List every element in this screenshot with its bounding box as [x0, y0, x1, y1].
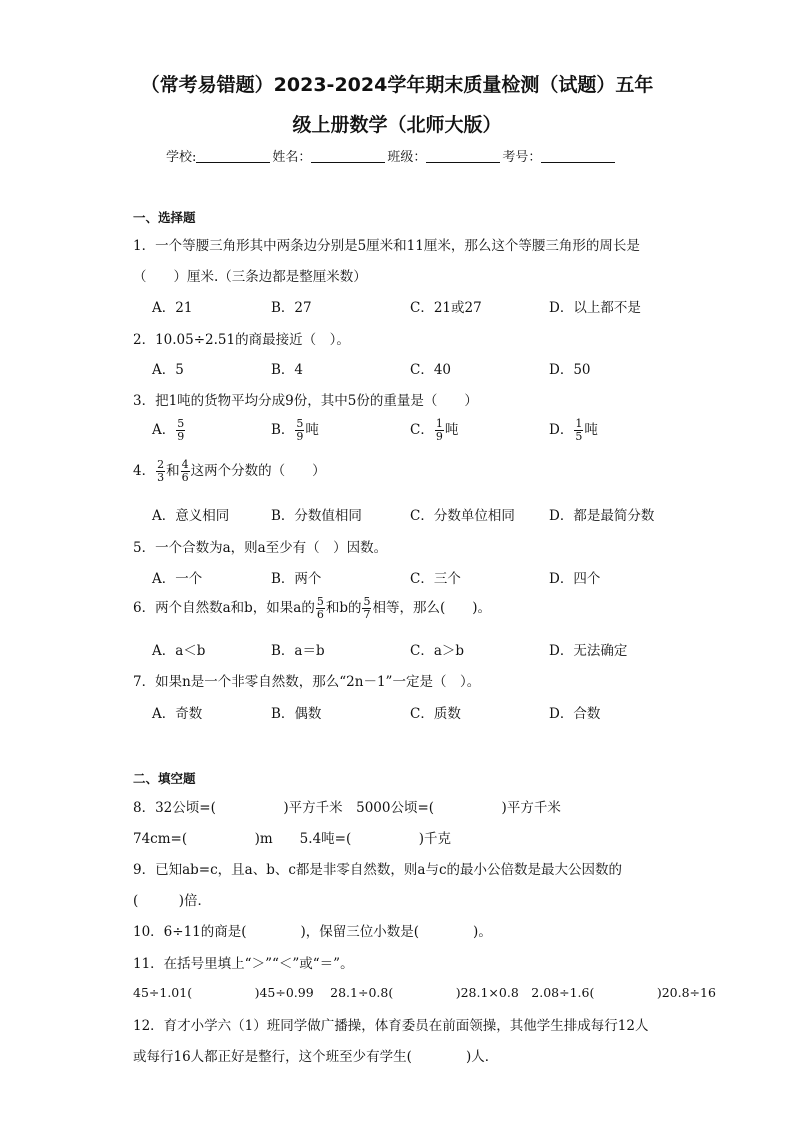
section-title-choice: 一、选择题 — [133, 210, 196, 225]
q3-a-prefix: A． — [152, 422, 176, 438]
q6-option-d[interactable]: D．无法确定 — [549, 643, 628, 659]
question-4 — [133, 459, 326, 484]
q6-option-a[interactable]: A．a＜b — [152, 643, 206, 659]
q3-b-numerator: 5 — [296, 417, 304, 430]
school-label: 学校: — [166, 150, 197, 165]
q4-fraction-1 — [156, 459, 165, 484]
q3-c-numerator: 1 — [435, 417, 443, 430]
q7-option-d[interactable]: D．合数 — [549, 706, 601, 722]
q4-f1-numerator: 2 — [157, 458, 165, 471]
q6-prefix: 6．两个自然数a和b，如果a的 — [133, 600, 315, 616]
q3-c-unit: 吨 — [444, 422, 459, 438]
q6-f1-numerator: 5 — [316, 595, 324, 608]
question-1-line-1: 1．一个等腰三角形其中两条边分别是5厘米和11厘米，那么这个等腰三角形的周长是 — [133, 238, 640, 254]
question-8-line-2: 74cm=( )m 5.4吨=( )千克 — [133, 831, 452, 847]
q2-option-a[interactable]: A．5 — [152, 362, 184, 378]
school-blank[interactable] — [196, 149, 270, 163]
question-2: 2．10.05÷2.51的商最接近（ ）。 — [133, 332, 350, 348]
q7-option-a[interactable]: A．奇数 — [152, 706, 203, 722]
q3-d-denominator: 5 — [575, 430, 583, 443]
name-blank[interactable] — [311, 149, 385, 163]
question-12-line-1: 12．育才小学六（1）班同学做广播操，体育委员在前面领操，其他学生排成每行12人 — [133, 1018, 649, 1034]
q3-d-unit: 吨 — [584, 422, 598, 438]
q3-option-d[interactable] — [549, 418, 598, 443]
q6-f2-numerator: 5 — [363, 595, 371, 608]
class-blank[interactable] — [426, 149, 500, 163]
q6-f1-denominator: 6 — [316, 608, 324, 621]
section-title-fill-in: 二、填空题 — [133, 771, 196, 786]
q3-option-c[interactable] — [410, 418, 458, 443]
page-title-line-2: 级上册数学（北师大版） — [292, 114, 502, 136]
q5-option-b[interactable]: B．两个 — [271, 571, 322, 587]
q1-option-d[interactable]: D．以上都不是 — [549, 300, 641, 316]
q6-suffix: 相等，那么( )。 — [372, 600, 492, 616]
q3-a-denominator: 9 — [177, 430, 185, 443]
question-7: 7．如果n是一个非零自然数，那么“2n－1”一定是（ ）。 — [133, 674, 481, 690]
student-info-row — [166, 146, 617, 165]
q4-f2-numerator: 4 — [181, 458, 189, 471]
question-11-line-2: 45÷1.01( )45÷0.99 28.1÷0.8( )28.1×0.8 2.08÷1.6( )20.8÷16 — [133, 985, 716, 1000]
q6-option-b[interactable]: B．a＝b — [271, 643, 325, 659]
q2-option-d[interactable]: D．50 — [549, 362, 591, 378]
q3-b-denominator: 9 — [296, 430, 304, 443]
q6-fraction-2 — [362, 596, 371, 621]
q7-option-b[interactable]: B．偶数 — [271, 706, 322, 722]
q3-b-prefix: B． — [271, 422, 295, 438]
question-6 — [133, 596, 491, 621]
q3-c-prefix: C． — [410, 422, 434, 438]
q3-a-fraction — [176, 418, 185, 443]
q3-c-denominator: 9 — [435, 430, 443, 443]
exam-number-label: 考号： — [502, 150, 542, 165]
q1-option-c[interactable]: C．21或27 — [410, 300, 482, 316]
question-3: 3．把1吨的货物平均分成9份，其中5份的重量是（ ） — [133, 393, 478, 409]
q3-a-numerator: 5 — [177, 417, 185, 430]
exam-number-blank[interactable] — [541, 149, 615, 163]
q4-fraction-2 — [181, 459, 190, 484]
question-1-line-2: （ ）厘米.（三条边都是整厘米数） — [133, 269, 367, 285]
q5-option-a[interactable]: A．一个 — [152, 571, 203, 587]
q1-option-b[interactable]: B．27 — [271, 300, 312, 316]
q4-prefix: 4． — [133, 463, 156, 479]
q6-mid: 和b的 — [325, 600, 362, 616]
question-9-line-2: ( )倍． — [133, 893, 212, 909]
question-8-line-1: 8．32公顷=( )平方千米 5000公顷=( )平方千米 — [133, 800, 561, 816]
q4-option-c[interactable]: C．分数单位相同 — [410, 508, 515, 524]
q3-d-fraction — [574, 418, 583, 443]
q3-option-a[interactable] — [152, 418, 186, 443]
q7-option-c[interactable]: C．质数 — [410, 706, 461, 722]
q4-mid: 和 — [166, 463, 180, 479]
question-12-line-2: 或每行16人都正好是整行，这个班至少有学生( )人． — [133, 1049, 499, 1065]
page-title-line-1: （常考易错题）2023-2024学年期末质量检测（试题）五年 — [140, 74, 654, 96]
q3-option-b[interactable] — [271, 418, 319, 443]
q4-option-b[interactable]: B．分数值相同 — [271, 508, 362, 524]
q5-option-c[interactable]: C．三个 — [410, 571, 461, 587]
q3-d-prefix: D． — [549, 422, 574, 438]
name-label: 姓名： — [272, 150, 312, 165]
question-10: 10．6÷11的商是( )，保留三位小数是( )。 — [133, 924, 492, 940]
q6-f2-denominator: 7 — [363, 608, 371, 621]
q2-option-c[interactable]: C．40 — [410, 362, 452, 378]
question-11-line-1: 11．在括号里填上“＞”“＜”或“＝”。 — [133, 956, 354, 972]
q6-fraction-1 — [316, 596, 325, 621]
question-5: 5．一个合数为a，则a至少有（ ）因数。 — [133, 540, 388, 556]
q4-suffix: 这两个分数的（ ） — [190, 463, 326, 479]
q3-b-unit: 吨 — [305, 422, 319, 438]
q2-option-b[interactable]: B．4 — [271, 362, 304, 378]
q4-option-d[interactable]: D．都是最简分数 — [549, 508, 655, 524]
q3-d-numerator: 1 — [575, 417, 583, 430]
q4-f1-denominator: 3 — [157, 471, 165, 484]
q6-option-c[interactable]: C．a＞b — [410, 643, 465, 659]
q3-b-fraction — [295, 418, 304, 443]
q4-f2-denominator: 6 — [181, 471, 189, 484]
question-9-line-1: 9．已知ab=c，且a、b、c都是非零自然数，则a与c的最小公倍数是最大公因数的 — [133, 862, 623, 878]
q3-c-fraction — [435, 418, 444, 443]
q1-option-a[interactable]: A．21 — [152, 300, 193, 316]
class-label: 班级： — [387, 150, 427, 165]
q4-option-a[interactable]: A．意义相同 — [152, 508, 230, 524]
q5-option-d[interactable]: D．四个 — [549, 571, 601, 587]
